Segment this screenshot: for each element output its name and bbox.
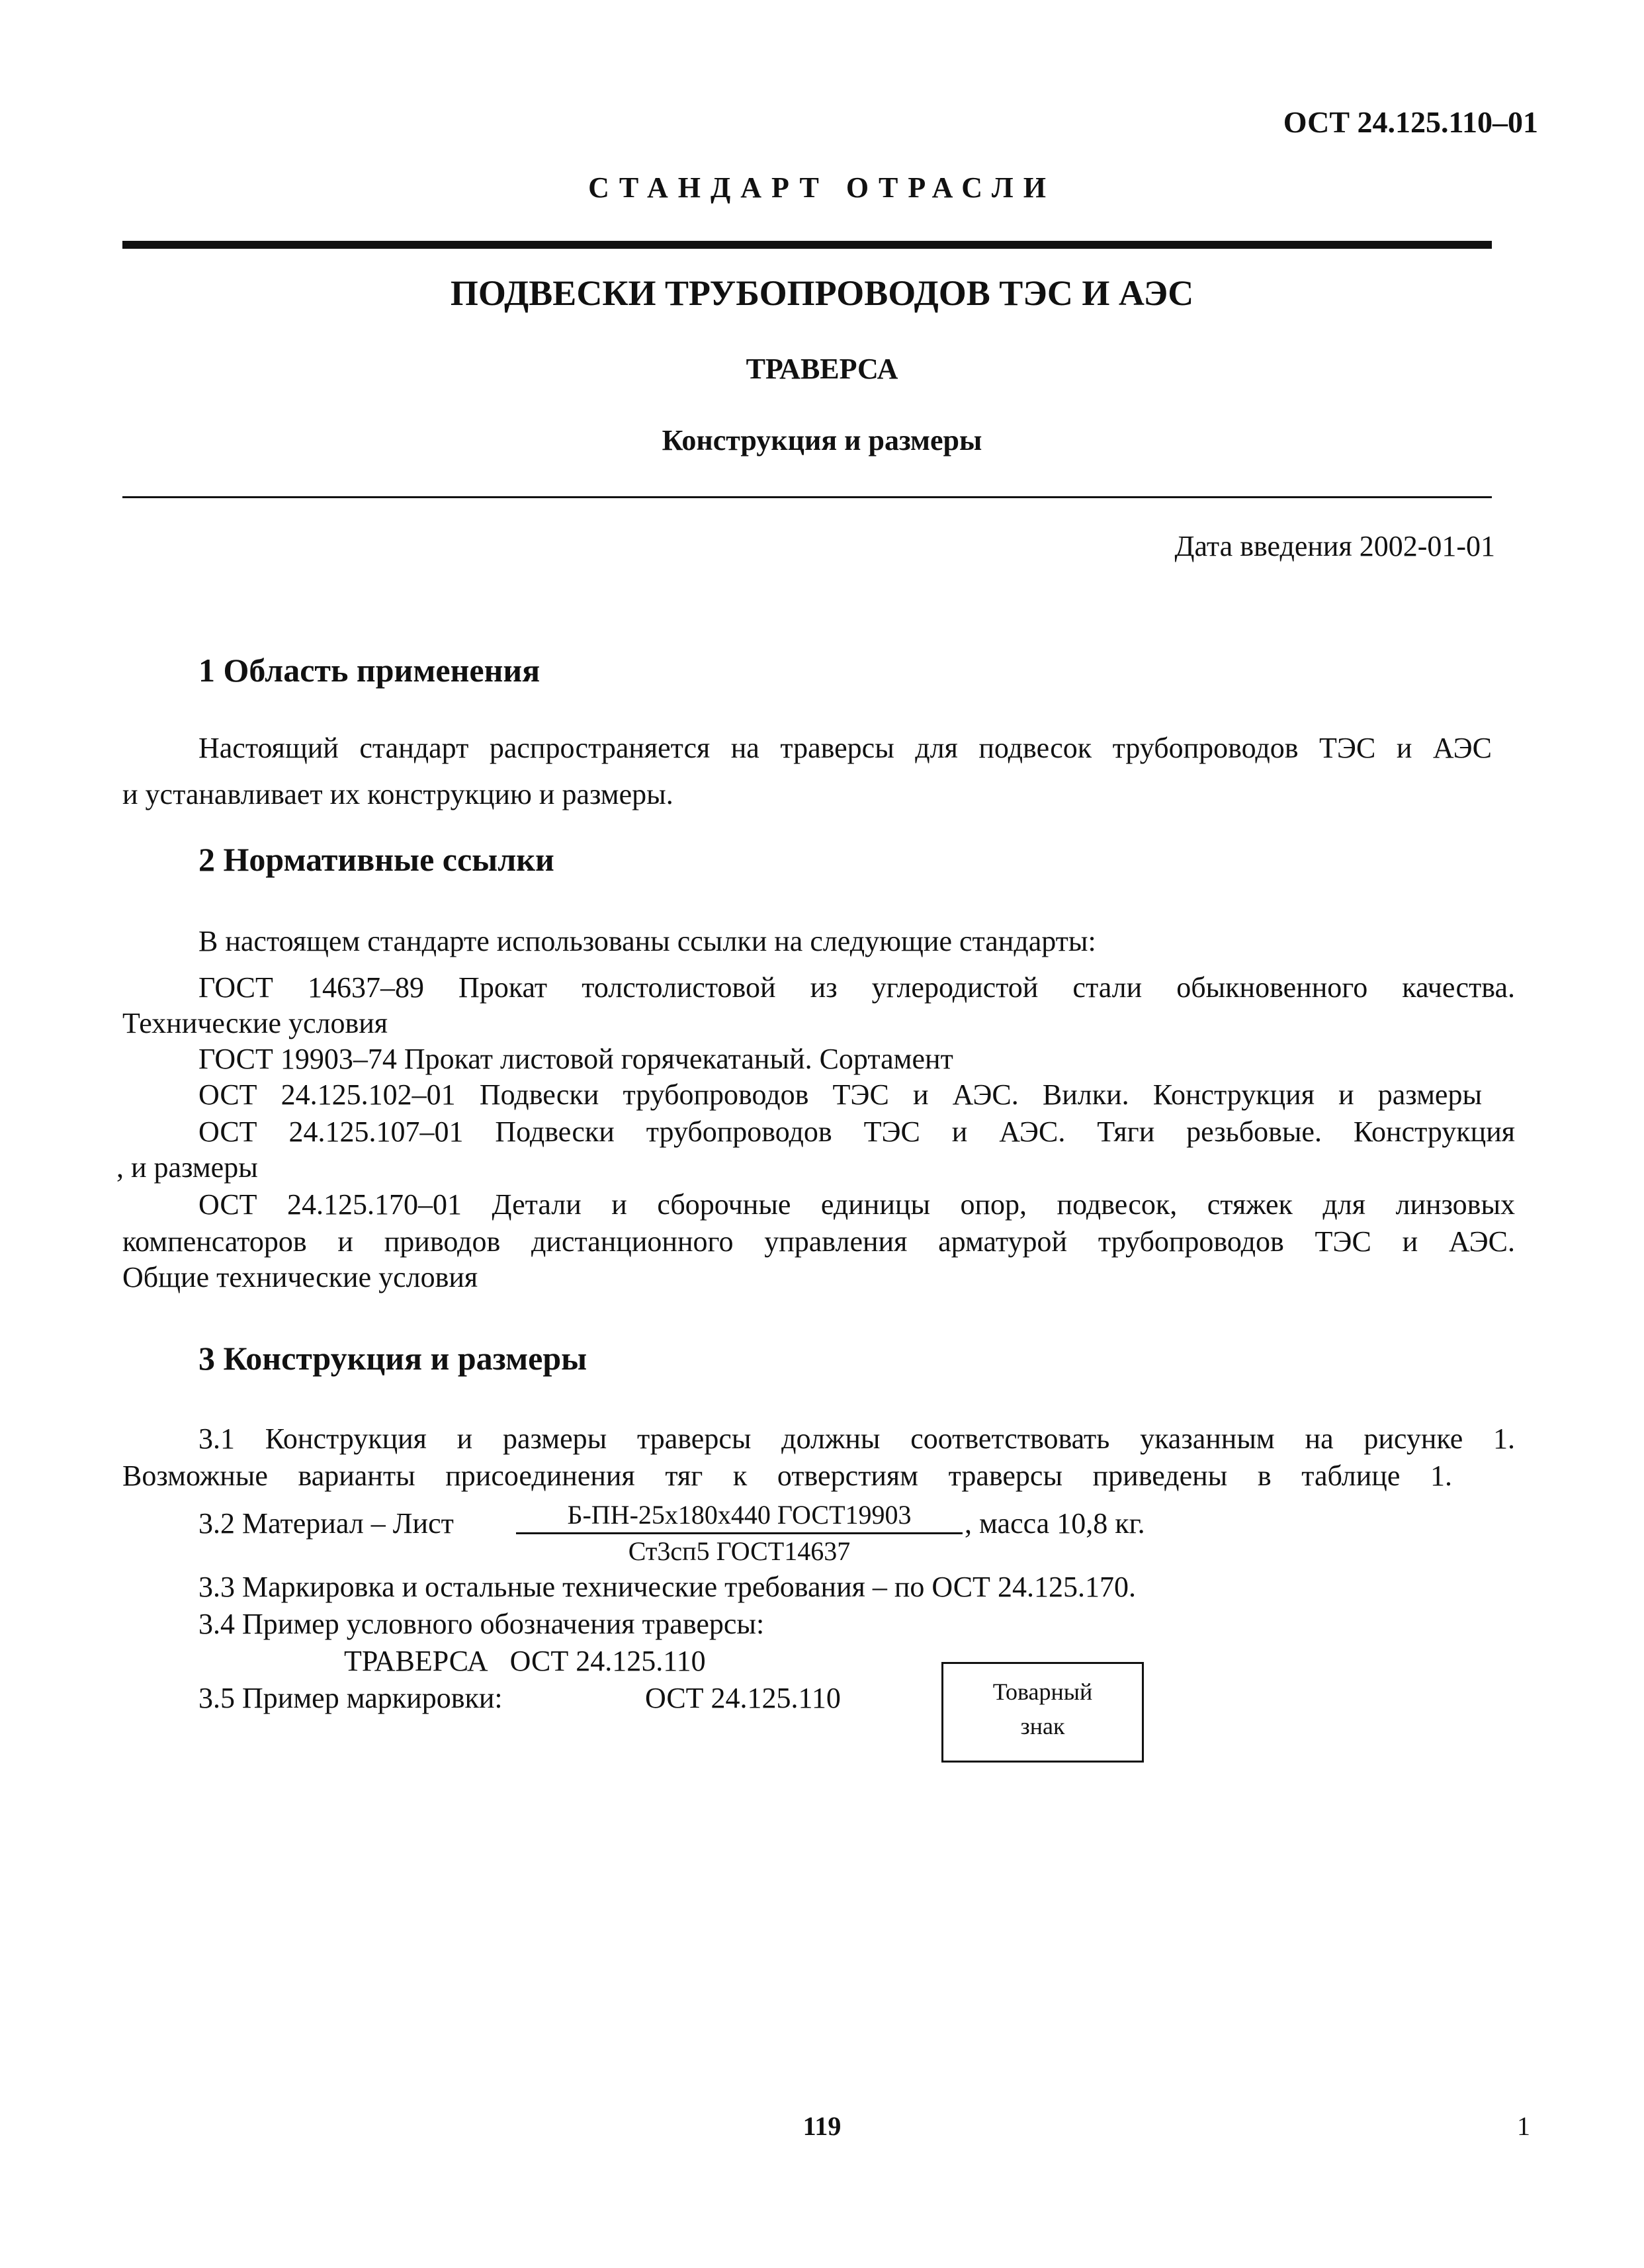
document-code: ОСТ 24.125.110–01 <box>1283 105 1538 139</box>
section-1-text-line-1: Настоящий стандарт распространяется на траверсы для подвесок трубопроводов ТЭС и АЭС <box>198 732 1492 764</box>
reference-ost-170-line-1: ОСТ 24.125.170–01 Детали и сборочные единицы опор, подвесок, стяжек для линзовых <box>198 1188 1515 1221</box>
sheet-number: 1 <box>1517 2111 1530 2141</box>
trademark-label-line-2: знак <box>1020 1713 1065 1739</box>
reference-ost-170-line-3: Общие технические условия <box>122 1261 478 1293</box>
clause-3-4: 3.4 Пример условного обозначения траверсы: <box>198 1608 765 1640</box>
reference-ost-170-line-2: компенсаторов и приводов дистанционного управления арматурой трубопроводов ТЭС и АЭС. <box>122 1225 1515 1258</box>
designation-example: ТРАВЕРСА ОСТ 24.125.110 <box>344 1645 706 1677</box>
header-rule-thick <box>122 241 1492 249</box>
section-2-heading: 2 Нормативные ссылки <box>198 841 554 878</box>
clause-3-5-label: 3.5 Пример маркировки: <box>198 1682 503 1714</box>
marking-example: ОСТ 24.125.110 <box>645 1682 841 1714</box>
clause-3-2-suffix: , масса 10,8 кг. <box>965 1507 1145 1540</box>
material-fraction-numerator: Б-ПН-25х180х440 ГОСТ19903 <box>567 1500 912 1530</box>
page-number: 119 <box>802 2111 842 2141</box>
trademark-box <box>941 1662 1144 1763</box>
section-1-text-line-2: и устанавливает их конструкцию и размеры. <box>122 778 673 810</box>
section-1-heading: 1 Область применения <box>198 652 541 689</box>
clause-3-1-line-2: Возможные варианты присоединения тяг к отверстиям траверсы приведены в таблице 1. <box>122 1460 1452 1492</box>
material-fraction-denominator: Ст3сп5 ГОСТ14637 <box>516 1532 963 1569</box>
section-3-heading: 3 Конструкция и размеры <box>198 1340 587 1377</box>
section-2-intro: В настоящем стандарте использованы ссылки на следующие стандарты: <box>198 925 1096 957</box>
clause-3-2-prefix: 3.2 Материал – Лист <box>198 1507 454 1540</box>
reference-ost-102: ОСТ 24.125.102–01 Подвески трубопроводов ТЭС и АЭС. Вилки. Конструкция и размеры <box>198 1078 1482 1111</box>
document-subtitle: ТРАВЕРСА <box>746 353 898 385</box>
header-rule-thin <box>122 496 1492 498</box>
document-title: ПОДВЕСКИ ТРУБОПРОВОДОВ ТЭС И АЭС <box>450 273 1194 313</box>
reference-gost-14637-line-2: Технические условия <box>122 1007 388 1039</box>
material-fraction <box>516 1498 963 1569</box>
reference-gost-19903: ГОСТ 19903–74 Прокат листовой горячекатаный. Сортамент <box>198 1043 953 1075</box>
document-subtitle-2: Конструкция и размеры <box>662 424 982 457</box>
reference-ost-107-line-2: , и размеры <box>116 1151 258 1184</box>
introduction-date: Дата введения 2002-01-01 <box>1174 530 1495 562</box>
reference-gost-14637-line-1: ГОСТ 14637–89 Прокат толстолистовой из углеродистой стали обыкновенного качества. <box>198 971 1515 1004</box>
clause-3-3: 3.3 Маркировка и остальные технические требования – по ОСТ 24.125.170. <box>198 1571 1136 1603</box>
reference-ost-107-line-1: ОСТ 24.125.107–01 Подвески трубопроводов ТЭС и АЭС. Тяги резьбовые. Конструкция <box>198 1115 1515 1148</box>
trademark-label-line-1: Товарный <box>992 1679 1093 1705</box>
standard-kind: СТАНДАРТ ОТРАСЛИ <box>588 171 1056 204</box>
clause-3-1-line-1: 3.1 Конструкция и размеры траверсы должны соответствовать указанным на рисунке 1. <box>198 1422 1515 1455</box>
